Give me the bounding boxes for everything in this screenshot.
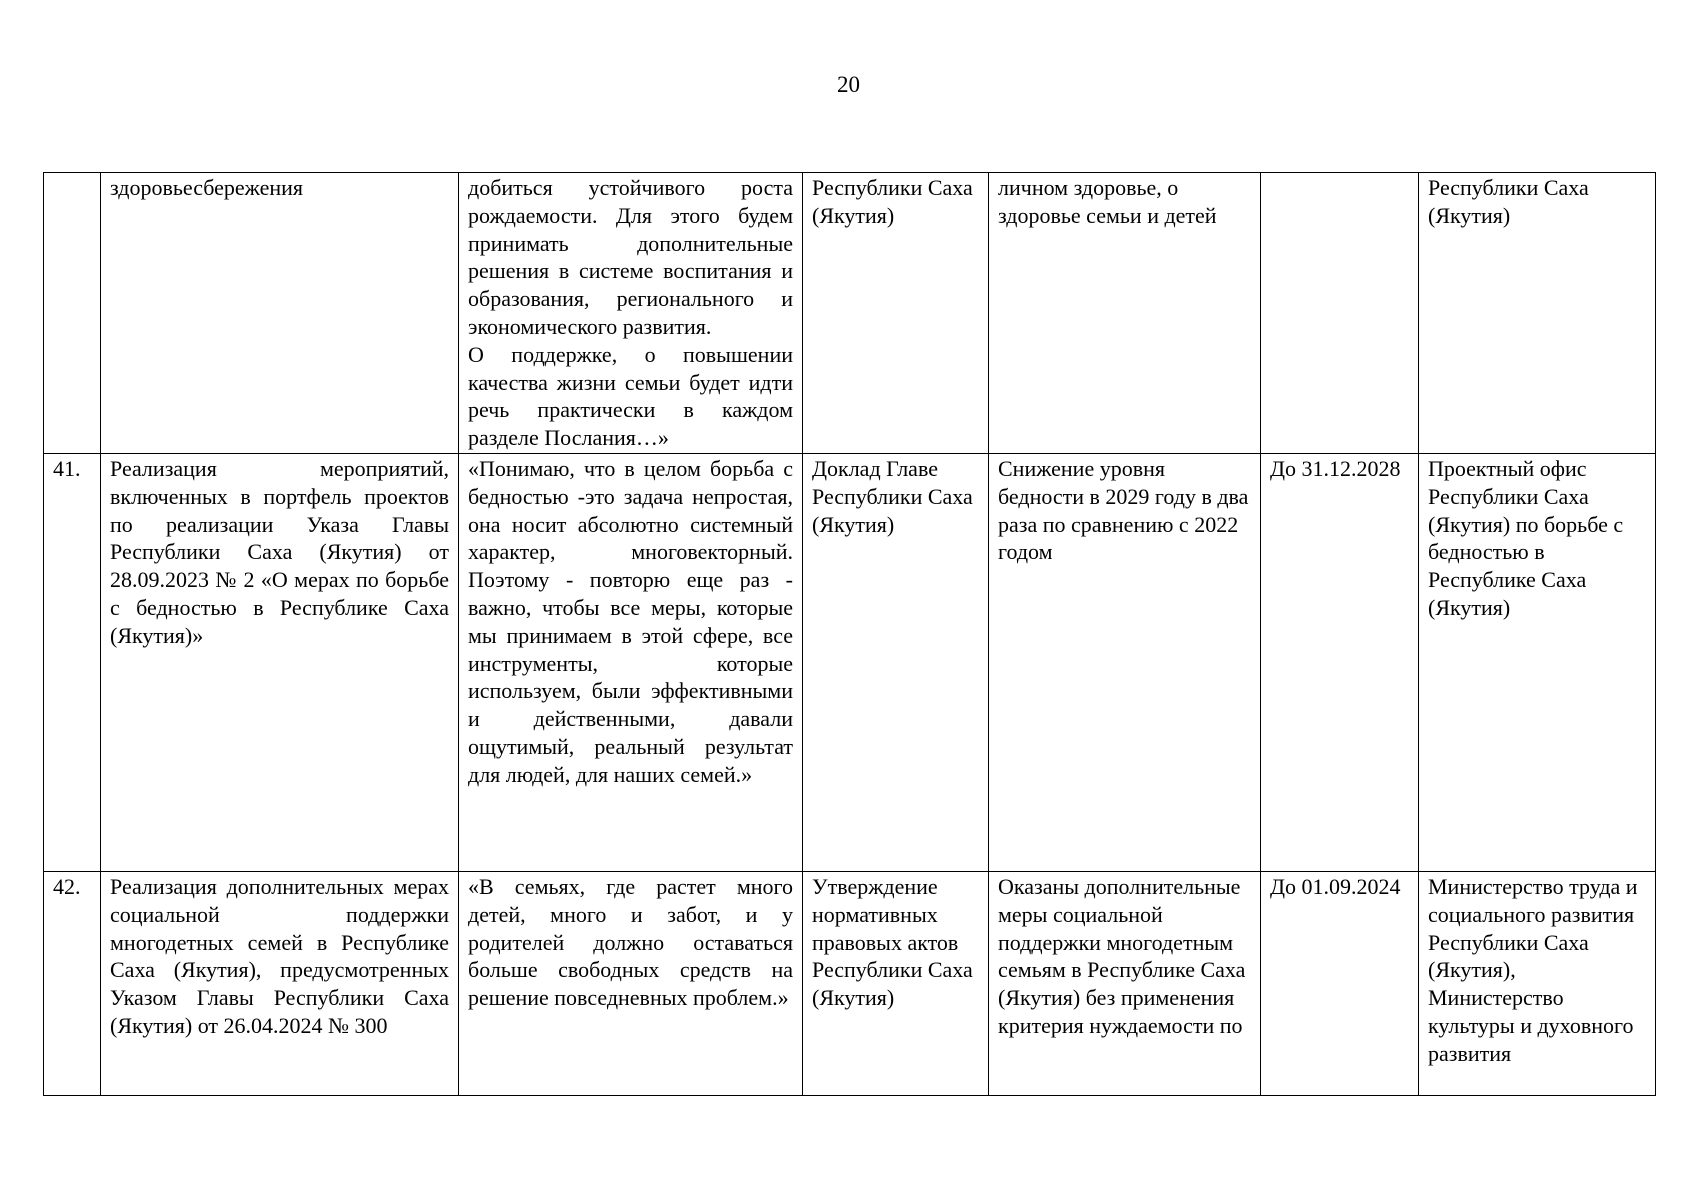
expected-result: Снижение уровня бедности в 2029 году в два раза по сравнению с 2022 годом: [989, 454, 1261, 872]
deadline: [1261, 173, 1419, 454]
row-number: 42.: [44, 872, 101, 1096]
deadline: До 31.12.2028: [1261, 454, 1419, 872]
expected-result: Оказаны дополнительные меры социальной поддержки многодетным семьям в Республике Саха (Якутия) без применения критерия нуждаемости по: [989, 872, 1261, 1096]
completion-form: Доклад Главе Республики Саха (Якутия): [803, 454, 989, 872]
measure-name: Реализация дополнительных мерах социальной поддержки многодетных семей в Республике Саха (Якутия), предусмотренных Указом Главы Республики Саха (Якутия) от 26.04.2024 № 300: [101, 872, 459, 1096]
row-number: [44, 173, 101, 454]
table-row: [44, 454, 1656, 872]
message-quote: «В семьях, где растет много детей, много и забот, и у родителей должно оставаться больше свободных средств на решение повседневных проблем.»: [459, 872, 803, 1096]
completion-form: Республики Саха (Якутия): [803, 173, 989, 454]
expected-result: личном здоровье, о здоровье семьи и детей: [989, 173, 1261, 454]
table-row: [44, 173, 1656, 454]
message-quote: добиться устойчивого роста рождаемости. Для этого будем принимать дополнительные решения в системе воспитания и образования, регионального и экономического развития. О поддержке, о повышении качества жизни семьи будет идти речь практически в каждом разделе Послания…»: [459, 173, 803, 454]
message-quote: «Понимаю, что в целом борьба с бедностью -это задача непростая, она носит абсолютно системный характер, многовекторный. Поэтому - повторю еще раз - важно, чтобы все меры, которые мы принимаем в этой сфере, все инструменты, которые используем, были эффективными и действенными, давали ощутимый, реальный результат для людей, для наших семей.»: [459, 454, 803, 872]
responsible-executor: Министерство труда и социального развития Республики Саха (Якутия), Министерство культуры и духовного развития: [1419, 872, 1656, 1096]
responsible-executor: Республики Саха (Якутия): [1419, 173, 1656, 454]
deadline: До 01.09.2024: [1261, 872, 1419, 1096]
plan-table: [43, 172, 1656, 1096]
row-number: 41.: [44, 454, 101, 872]
table-row: [44, 872, 1656, 1096]
page-number: 20: [837, 72, 860, 97]
responsible-executor: Проектный офис Республики Саха (Якутия) по борьбе с бедностью в Республике Саха (Якутия): [1419, 454, 1656, 872]
completion-form: Утверждение нормативных правовых актов Республики Саха (Якутия): [803, 872, 989, 1096]
measure-name: здоровьесбережения: [101, 173, 459, 454]
measure-name: Реализация мероприятий, включенных в портфель проектов по реализации Указа Главы Республики Саха (Якутия) от 28.09.2023 № 2 «О мерах по борьбе с бедностью в Республике Саха (Якутия)»: [101, 454, 459, 872]
